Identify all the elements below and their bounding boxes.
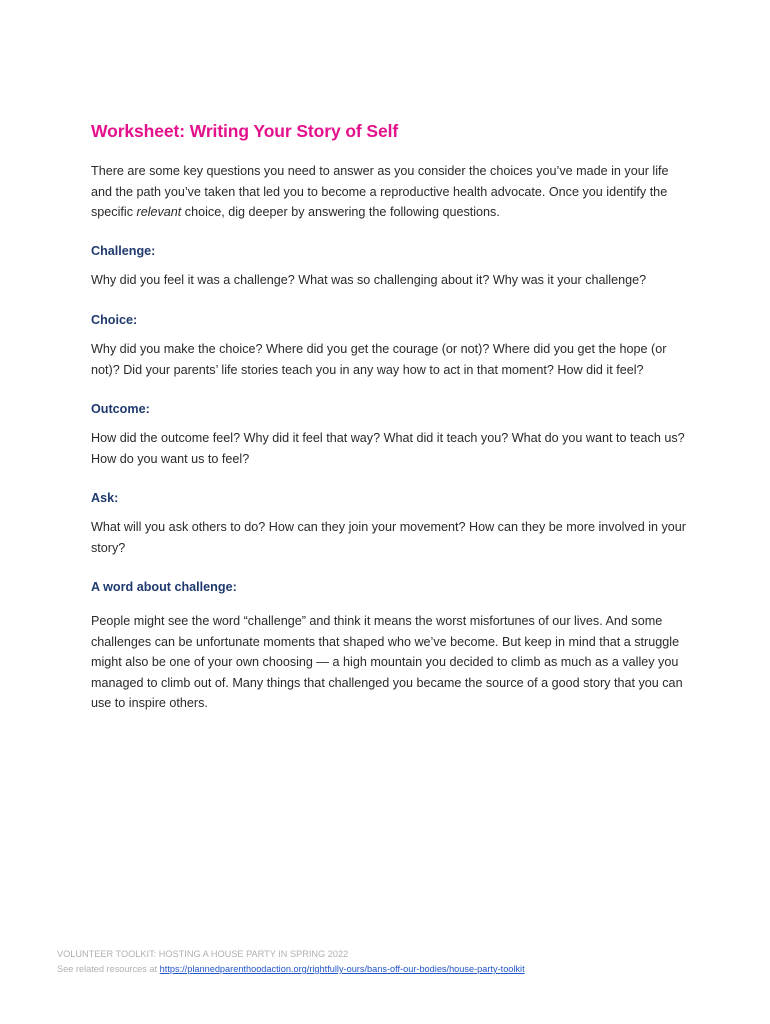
section-body-outcome: How did the outcome feel? Why did it feel that way? What did it teach you? What do you want to teach us? How do you want us to feel? (91, 431, 685, 466)
section-heading-ask: Ask: (91, 491, 119, 505)
footer-toolkit-label: VOLUNTEER TOOLKIT: HOSTING A HOUSE PARTY IN SPRING 2022 (57, 949, 349, 959)
footer-resources-link[interactable]: https://plannedparenthoodaction.org/rightfully-ours/bans-off-our-bodies/house-party-toolkit (159, 964, 525, 974)
footer-resources-line (57, 962, 525, 977)
section-body-word-about-challenge: People might see the word “challenge” and think it means the worst misfortunes of our lives. And some challenges can be unfortunate moments that shaped who we’ve become. But keep in mind that a struggle might also be one of your own choosing — a high mountain you decided to climb as much as a valley you managed to climb out of. Many things that challenged you became the source of a good story that you can use to inspire others. (91, 614, 683, 710)
section-body-ask: What will you ask others to do? How can they join your movement? How can they be more involved in your story? (91, 520, 686, 555)
section-heading-outcome: Outcome: (91, 402, 150, 416)
page-title: Worksheet: Writing Your Story of Self (91, 121, 399, 141)
intro-paragraph (91, 161, 691, 223)
section-heading-word-about-challenge: A word about challenge: (91, 580, 237, 594)
section-body-choice: Why did you make the choice? Where did you get the courage (or not)? Where did you get the hope (or not)? Did your parents’ life stories teach you in any way how to act in that moment? How did it feel? (91, 342, 667, 377)
intro-text-start: There are some key questions you need to answer as you consider the choices you’ve made in your life and the path you’ve taken that led you to become a reproductive health advocate. Once you identify the specific (91, 164, 669, 219)
intro-text-end: choice, dig deeper by answering the following questions. (181, 205, 500, 219)
section-heading-choice: Choice: (91, 313, 138, 327)
section-heading-challenge: Challenge: (91, 244, 156, 258)
intro-emphasis: relevant (136, 205, 182, 219)
footer-resources-prefix: See related resources at (57, 964, 160, 974)
page-footer (57, 947, 525, 977)
section-body-challenge: Why did you feel it was a challenge? What was so challenging about it? Why was it your challenge? (91, 273, 647, 287)
